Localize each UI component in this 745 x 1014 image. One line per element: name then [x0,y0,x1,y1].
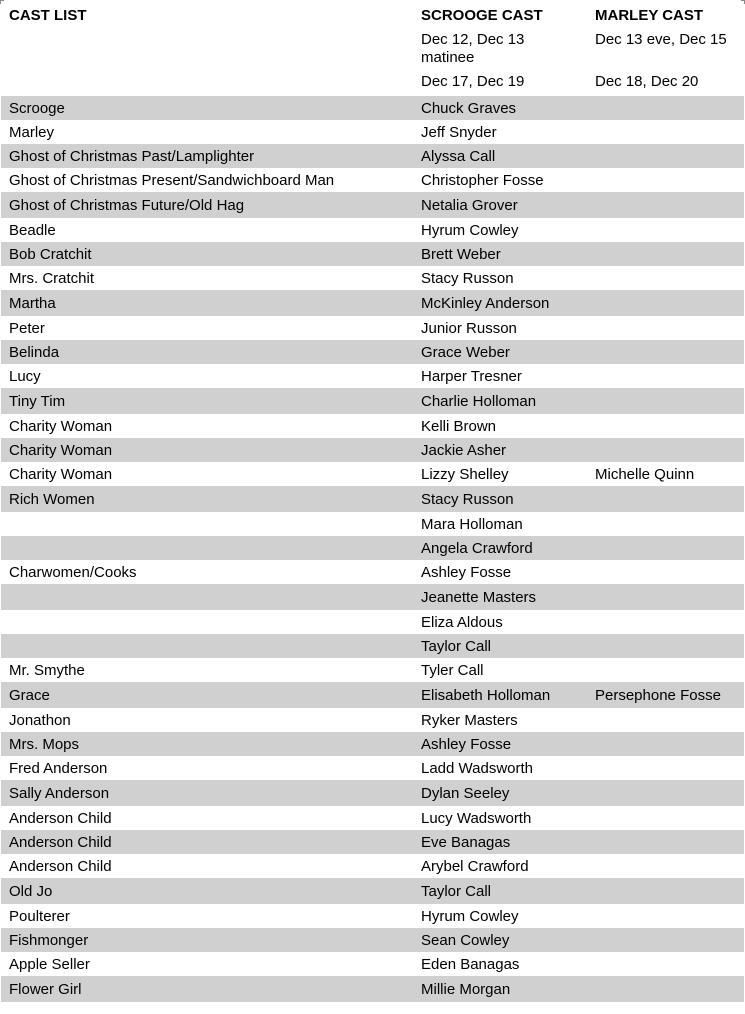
marley-cast-cell: Persephone Fosse [595,686,721,704]
scrooge-cast-cell: Taylor Call [421,882,492,900]
table-row [1,732,744,756]
scrooge-cast-cell: Ladd Wadsworth [421,759,534,777]
role-cell: Mr. Smythe [9,661,85,679]
scrooge-cast-cell: Ashley Fosse [421,735,512,753]
scrooge-cast-cell: Harper Tresner [421,367,522,385]
role-cell: Lucy [9,367,41,385]
table-row [1,218,744,242]
role-cell: Peter [9,319,45,337]
scrooge-cast-cell: Ryker Masters [421,711,518,729]
table-row [1,438,744,462]
scrooge-cast-cell: Jeanette Masters [421,588,537,606]
role-cell: Old Jo [9,882,53,900]
cast-list-title: CAST LIST [9,7,87,24]
role-cell: Anderson Child [9,857,112,875]
scrooge-cast-cell: Stacy Russon [421,269,514,287]
table-row [1,364,744,388]
role-cell: Charity Woman [9,441,113,459]
cast-table [1,96,744,1002]
scrooge-cast-cell: Angela Crawford [421,539,533,557]
role-cell: Bob Cratchit [9,245,92,263]
table-row [1,878,744,904]
role-cell: Rich Women [9,490,95,508]
table-row [1,756,744,780]
scrooge-cast-cell: Eve Banagas [421,833,511,851]
role-cell: Scrooge [9,99,65,117]
table-row [1,96,744,120]
table-row [1,584,744,610]
scrooge-cast-cell: Hyrum Cowley [421,907,519,925]
role-cell: Ghost of Christmas Future/Old Hag [9,196,245,214]
table-row [1,904,744,928]
scrooge-cast-cell: Charlie Holloman [421,392,537,410]
table-row [1,290,744,316]
marley-cast-title: MARLEY CAST [595,7,704,24]
role-cell: Apple Seller [9,955,90,973]
scrooge-cast-cell: Arybel Crawford [421,857,529,875]
role-cell: Fred Anderson [9,759,108,777]
marley-cast-cell: Michelle Quinn [595,465,695,483]
page-corner-mark-right [741,0,745,4]
role-cell: Ghost of Christmas Present/Sandwichboard Man [9,171,335,189]
role-cell: Marley [9,123,55,141]
scrooge-cast-cell: Jackie Asher [421,441,507,459]
scrooge-cast-cell: Elisabeth Holloman [421,686,551,704]
table-row [1,168,744,192]
role-cell: Belinda [9,343,60,361]
scrooge-cast-cell: Chuck Graves [421,99,517,117]
scrooge-cast-cell: Kelli Brown [421,417,497,435]
scrooge-cast-cell: Eliza Aldous [421,613,503,631]
scrooge-dates-first-matinee: matinee [421,49,475,66]
table-row [1,266,744,290]
marley-dates-second: Dec 18, Dec 20 [595,73,699,90]
scrooge-cast-cell: Lizzy Shelley [421,465,509,483]
scrooge-cast-cell: McKinley Anderson [421,294,550,312]
table-row [1,388,744,414]
table-row [1,560,744,584]
role-cell: Charity Woman [9,417,113,435]
scrooge-cast-cell: Junior Russon [421,319,517,337]
scrooge-cast-cell: Mara Holloman [421,515,523,533]
role-cell: Martha [9,294,56,312]
scrooge-cast-cell: Eden Banagas [421,955,520,973]
role-cell: Charity Woman [9,465,113,483]
role-cell: Anderson Child [9,833,112,851]
scrooge-cast-cell: Jeff Snyder [421,123,497,141]
scrooge-cast-cell: Dylan Seeley [421,784,510,802]
scrooge-cast-cell: Ashley Fosse [421,563,512,581]
table-row [1,486,744,512]
role-cell: Mrs. Cratchit [9,269,95,287]
table-row [1,682,744,708]
table-row [1,952,744,976]
table-row [1,316,744,340]
scrooge-cast-cell: Netalia Grover [421,196,518,214]
table-row [1,242,744,266]
table-row [1,708,744,732]
scrooge-cast-cell: Brett Weber [421,245,501,263]
scrooge-dates-second: Dec 17, Dec 19 [421,73,525,90]
scrooge-cast-cell: Millie Morgan [421,980,511,998]
role-cell: Grace [9,686,50,704]
role-cell: Anderson Child [9,809,112,827]
scrooge-cast-cell: Lucy Wadsworth [421,809,532,827]
role-cell: Charwomen/Cooks [9,563,137,581]
table-row [1,830,744,854]
role-cell: Beadle [9,221,56,239]
role-cell: Poulterer [9,907,70,925]
table-row [1,976,744,1002]
table-row [1,854,744,878]
role-cell: Jonathon [9,711,71,729]
table-row [1,928,744,952]
scrooge-dates-first: Dec 12, Dec 13 [421,31,525,48]
scrooge-cast-cell: Christopher Fosse [421,171,544,189]
scrooge-cast-cell: Taylor Call [421,637,492,655]
scrooge-cast-cell: Alyssa Call [421,147,496,165]
role-cell: Flower Girl [9,980,82,998]
table-row [1,340,744,364]
table-row [1,192,744,218]
table-row [1,634,744,658]
role-cell: Sally Anderson [9,784,110,802]
scrooge-cast-cell: Grace Weber [421,343,510,361]
page-corner-mark-left [0,0,4,4]
marley-dates-first: Dec 13 eve, Dec 15 [595,31,727,48]
scrooge-cast-cell: Hyrum Cowley [421,221,519,239]
table-row [1,120,744,144]
table-row [1,536,744,560]
table-row [1,610,744,634]
table-row [1,462,744,486]
scrooge-cast-cell: Stacy Russon [421,490,514,508]
role-cell: Tiny Tim [9,392,66,410]
role-cell: Ghost of Christmas Past/Lamplighter [9,147,255,165]
scrooge-cast-cell: Tyler Call [421,661,484,679]
table-row [1,780,744,806]
table-row [1,414,744,438]
role-cell: Mrs. Mops [9,735,80,753]
role-cell: Fishmonger [9,931,89,949]
table-row [1,658,744,682]
table-row [1,144,744,168]
table-row [1,806,744,830]
table-row [1,512,744,536]
scrooge-cast-cell: Sean Cowley [421,931,510,949]
scrooge-cast-title: SCROOGE CAST [421,7,543,24]
